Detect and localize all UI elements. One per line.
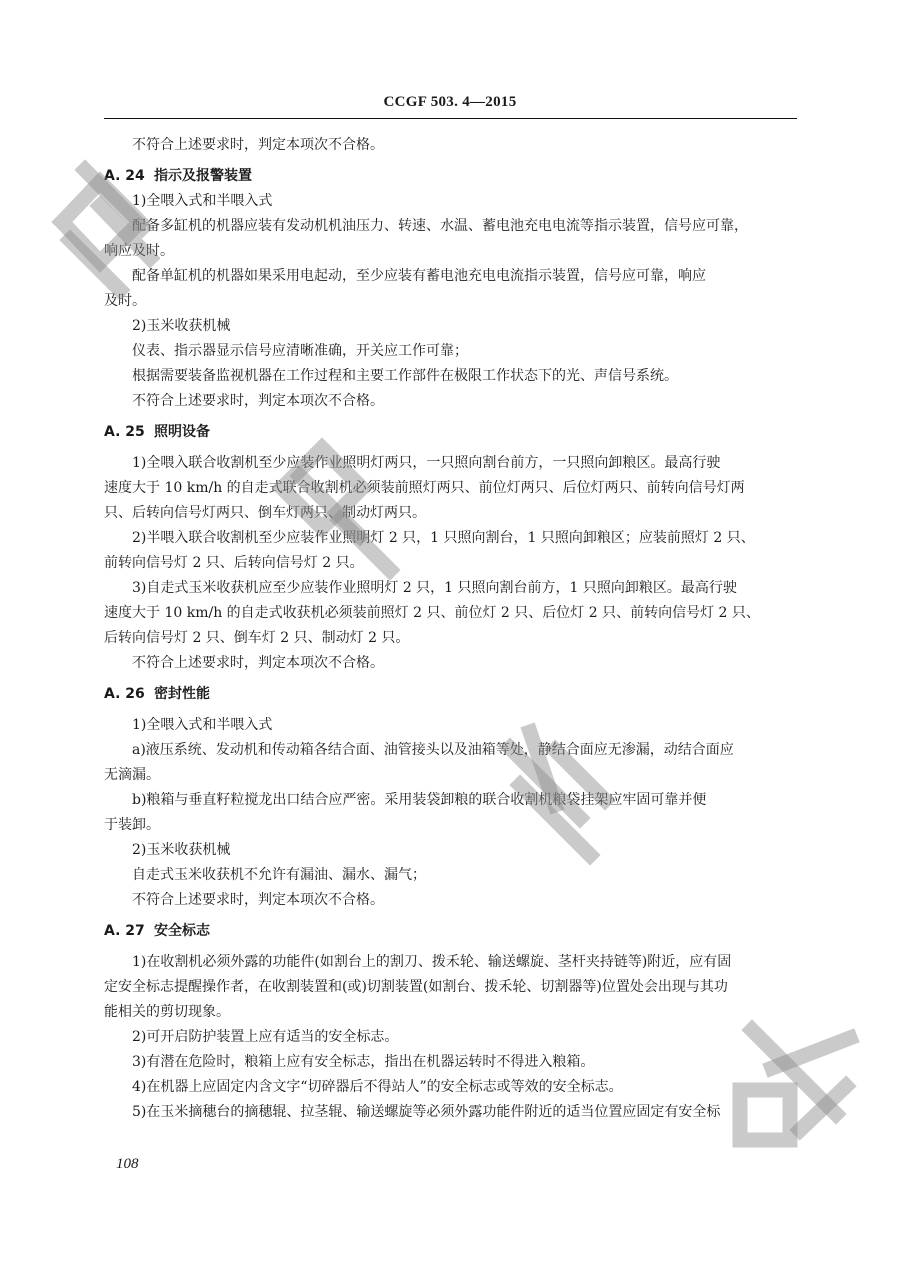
section-title: 指示及报警装置 [154,168,252,184]
paragraph: 3)有潜在危险时，粮箱上应有安全标志，指出在机器运转时不得进入粮箱。 [132,1054,595,1070]
section-heading-a26 [104,682,797,707]
paragraph-continuation: 速度大于 10 km/h 的自走式收获机必须装前照灯 2 只、前位灯 2 只、后位灯 2 只、前转向信号灯 2 只、 [104,605,760,621]
paragraph: 5)在玉米摘穗台的摘穗辊、拉茎辊、输送螺旋等必须外露功能件附近的适当位置应固定有安全标 [132,1104,721,1120]
section-number: A. 24 [104,168,145,184]
paragraph-continuation: 能相关的剪切现象。 [104,1004,230,1020]
header-rule [104,118,797,119]
paragraph-continuation: 及时。 [104,293,146,309]
paragraph: 配备单缸机的机器如果采用电起动，至少应装有蓄电池充电电流指示装置，信号应可靠，响应 [132,268,706,284]
paragraph: 2)玉米收获机械 [132,842,231,858]
paragraph: 自走式玉米收获机不允许有漏油、漏水、漏气； [132,867,426,883]
paragraph: 仪表、指示器显示信号应清晰准确，开关应工作可靠； [132,343,468,359]
paragraph: 2)可开启防护装置上应有适当的安全标志。 [132,1029,399,1045]
paragraph: 根据需要装备监视机器在工作过程和主要工作部件在极限工作状态下的光、声信号系统。 [132,368,678,384]
section-number: A. 25 [104,424,145,440]
section-heading-a24 [104,164,797,189]
section-number: A. 27 [104,923,145,939]
paragraph-continuation: 于装卸。 [104,817,160,833]
paragraph-continuation: 速度大于 10 km/h 的自走式联合收割机必须装前照灯两只、前位灯两只、后位灯两只、前转向信号灯两 [104,480,745,496]
page-number: 108 [116,1156,139,1172]
section-title: 密封性能 [154,686,210,702]
paragraph: 不符合上述要求时，判定本项次不合格。 [132,892,384,908]
section-title: 照明设备 [154,424,210,440]
paragraph-continuation: 后转向信号灯 2 只、倒车灯 2 只、制动灯 2 只。 [104,630,410,646]
section-number: A. 26 [104,686,145,702]
paragraph: 1)在收割机必须外露的功能件(如割台上的割刀、拨禾轮、输送螺旋、茎杆夹持链等)附近，应有固 [132,954,732,970]
paragraph: 配备多缸机的机器应装有发动机机油压力、转速、水温、蓄电池充电电流等指示装置，信号应可靠， [132,218,748,234]
paragraph-continuation: 响应及时。 [104,243,174,259]
paragraph: 不符合上述要求时，判定本项次不合格。 [132,655,384,671]
paragraph: 2)玉米收获机械 [132,318,231,334]
section-title: 安全标志 [154,923,210,939]
paragraph: 2)半喂入联合收割机至少应装作业照明灯 2 只，1 只照向割台，1 只照向卸粮区；应装前照灯 2 只、 [132,530,755,546]
paragraph: 1)全喂入联合收割机至少应装作业照明灯两只，一只照向割台前方，一只照向卸粮区。最高行驶 [132,455,721,471]
paragraph-continuation: 无滴漏。 [104,767,160,783]
intro-line: 不符合上述要求时，判定本项次不合格。 [132,137,384,153]
paragraph-continuation: 只、后转向信号灯两只、倒车灯两只、制动灯两只。 [104,505,426,521]
section-heading-a25 [104,420,797,445]
paragraph: a)液压系统、发动机和传动箱各结合面、油管接头以及油箱等处，静结合面应无渗漏，动结合面应 [132,742,734,758]
paragraph-continuation: 定安全标志提醒操作者，在收割装置和(或)切割装置(如割台、拨禾轮、切割器等)位置处会出现与其功 [104,979,728,995]
page-content [104,133,797,1125]
paragraph-continuation: 前转向信号灯 2 只、后转向信号灯 2 只。 [104,555,364,571]
paragraph: b)粮箱与垂直籽粒搅龙出口结合应严密。采用装袋卸粮的联合收割机粮袋挂架应牢固可靠并便 [132,792,707,808]
paragraph: 3)自走式玉米收获机应至少应装作业照明灯 2 只，1 只照向割台前方，1 只照向卸粮区。最高行驶 [132,580,737,596]
paragraph: 1)全喂入式和半喂入式 [132,717,273,733]
paragraph: 不符合上述要求时，判定本项次不合格。 [132,393,384,409]
section-heading-a27 [104,919,797,944]
standard-code-header: CCGF 503. 4—2015 [383,94,517,110]
paragraph: 1)全喂入式和半喂入式 [132,193,273,209]
paragraph: 4)在机器上应固定内含文字“切碎器后不得站人”的安全标志或等效的安全标志。 [132,1079,623,1095]
